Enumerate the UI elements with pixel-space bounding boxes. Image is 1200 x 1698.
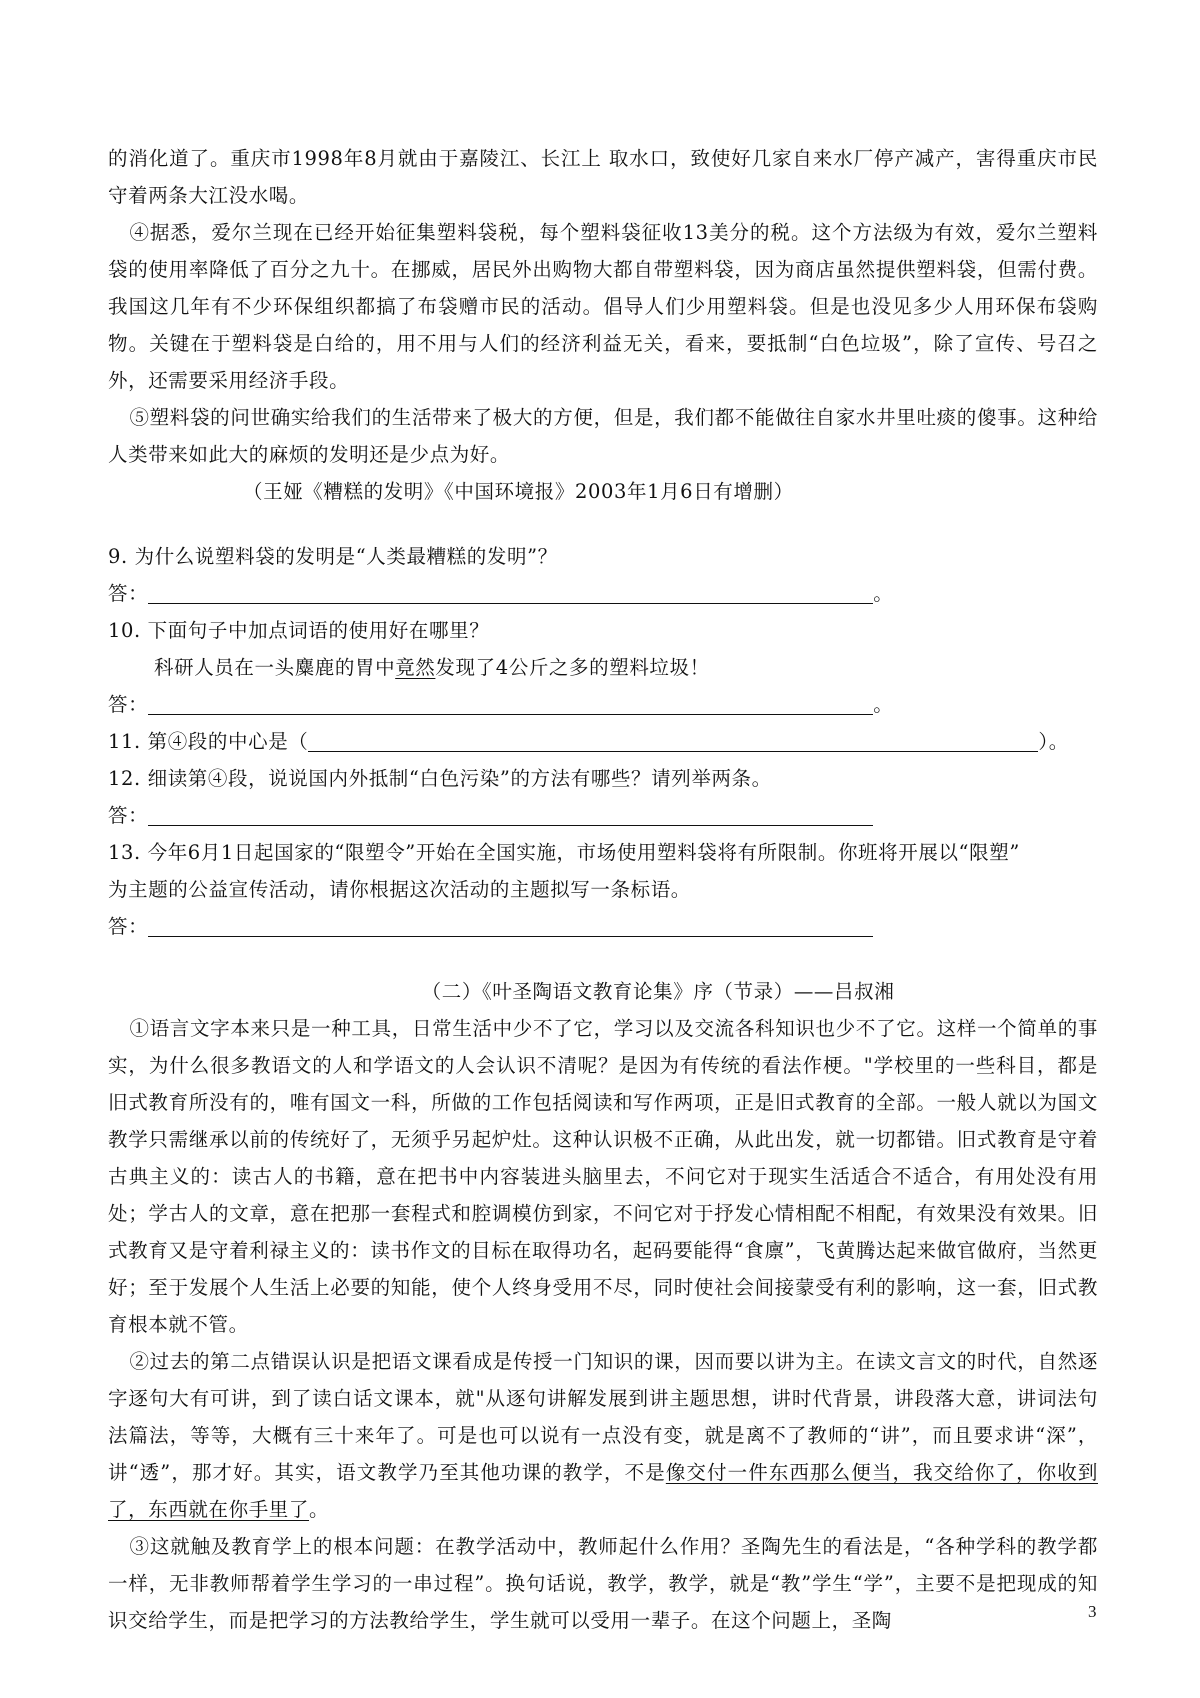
answer-period: 。 <box>873 582 894 605</box>
answer-blank[interactable] <box>148 914 873 937</box>
underlined-sentence: 像交付一件东西那么便当，我交给你了，你收到了，东西就在你手里了 <box>108 1461 1098 1521</box>
answer-blank[interactable] <box>148 692 873 715</box>
answer-line-q9 <box>108 575 1098 612</box>
question-11 <box>108 723 1098 760</box>
spacer <box>108 510 1098 538</box>
spacer <box>108 945 1098 973</box>
paragraph-2-end: 。 <box>309 1498 330 1521</box>
answer-line-q12 <box>108 797 1098 834</box>
dotted-word: 竟然 <box>395 656 436 679</box>
passage2-title: （二）《叶圣陶语文教育论集》序（节录）——吕叔湘 <box>421 980 895 1003</box>
passage1-paragraph-continued: 的消化道了。重庆市1998年8月就由于嘉陵江、长江上 取水口，致使好几家自来水厂停产减产，害得重庆市民守着两条大江没水喝。 <box>108 147 1098 207</box>
answer-label: 答： <box>108 804 149 827</box>
answer-label: 答： <box>108 915 149 938</box>
question-10-example <box>108 649 1098 686</box>
question-11-suffix: ）。 <box>1038 730 1069 753</box>
page-number: 3 <box>1088 1602 1097 1621</box>
answer-blank[interactable] <box>148 803 873 826</box>
answer-label: 答： <box>108 693 149 716</box>
paragraph-2-text: ②过去的第二点错误认识是把语文课看成是传授一门知识的课，因而要以讲为主。在读文言文的时代，自然逐字逐句大有可讲，到了读白话文课本，就"从逐句讲解发展到讲主题思想，讲时代背景，讲段落大意，讲词法句法篇法，等等，大概有三十来年了。可是也可以说有一点没有变，就是离不了教师的“讲”，而且要求讲“深”，讲“透”，那才好。其实，语文教学乃至其他功课的教学，不是 <box>108 1350 1098 1484</box>
question-9: 9. 为什么说塑料袋的发明是“人类最糟糕的发明”？ <box>108 545 558 568</box>
passage1-paragraph-4: ④据悉，爱尔兰现在已经开始征集塑料袋税，每个塑料袋征收13美分的税。这个方法级为有效，爱尔兰塑料袋的使用率降低了百分之九十。在挪威，居民外出购物大都自带塑料袋，因为商店虽然提供塑料袋，但需付费。我国这几年有不少环保组织都搞了布袋赠市民的活动。倡导人们少用塑料袋。但是也没见多少人用环保布袋购物。关键在于塑料袋是白给的，用不用与人们的经济利益无关，看来，要抵制“白色垃圾”，除了宣传、号召之外，还需要采用经济手段。 <box>108 221 1098 392</box>
question-13-line-2: 为主题的公益宣传活动，请你根据这次活动的主题拟写一条标语。 <box>108 878 691 901</box>
example-text-before: 科研人员在一头麋鹿的胃中 <box>154 656 396 679</box>
passage2-paragraph-2 <box>108 1343 1098 1528</box>
answer-line-q10 <box>108 686 1098 723</box>
passage2-paragraph-1: ①语言文字本来只是一种工具，日常生活中少不了它，学习以及交流各科知识也少不了它。这样一个简单的事实，为什么很多教语文的人和学语文的人会认识不清呢？是因为有传统的看法作梗。"学校里的一些科目，都是旧式教育所没有的，唯有国文一科，所做的工作包括阅读和写作两项，正是旧式教育的全部。一般人就以为国文教学只需继承以前的传统好了，无须乎另起炉灶。这种认识极不正确，从此出发，就一切都错。旧式教育是守着古典主义的：读古人的书籍，意在把书中内容装进头脑里去，不问它对于现实生活适合不适合，有用处没有用处；学古人的文章，意在把那一套程式和腔调模仿到家，不问它对于抒发心情相配不相配，有效果没有效果。旧式教育又是守着利禄主义的：读书作文的目标在取得功名，起码要能得“食廪”，飞黄腾达起来做官做府，当然更好；至于发展个人生活上必要的知能，使个人终身受用不尽，同时使社会间接蒙受有利的影响，这一套，旧式教育根本就不管。 <box>108 1017 1098 1336</box>
example-text-after: 发现了4公斤之多的塑料垃圾！ <box>435 656 710 679</box>
passage1-paragraph-5: ⑤塑料袋的问世确实给我们的生活带来了极大的方便，但是，我们都不能做往自家水井里吐痰的傻事。这种给人类带来如此大的麻烦的发明还是少点为好。 <box>108 406 1098 466</box>
answer-period: 。 <box>873 693 894 716</box>
answer-blank[interactable] <box>308 729 1038 752</box>
question-11-prefix: 11. 第④段的中心是（ <box>108 730 309 753</box>
page-content <box>108 140 1098 1639</box>
passage1-source: （王娅《糟糕的发明》《中国环境报》2003年1月6日有增删） <box>243 480 794 503</box>
passage2-paragraph-3: ③这就触及教育学上的根本问题：在教学活动中，教师起什么作用？圣陶先生的看法是，“各种学科的教学都一样，无非教师帮着学生学习的一串过程”。换句话说，教学，教学，就是“教”学生“学”，主要不是把现成的知识交给学生，而是把学习的方法教给学生，学生就可以受用一辈子。在这个问题上，圣陶 <box>108 1535 1098 1632</box>
answer-line-q13 <box>108 908 1098 945</box>
question-10: 10. 下面句子中加点词语的使用好在哪里？ <box>108 619 490 642</box>
question-13-line-1: 13. 今年6月1日起国家的“限塑令”开始在全国实施，市场使用塑料袋将有所限制。你班将开展以“限塑” <box>108 841 1020 864</box>
answer-blank[interactable] <box>148 581 873 604</box>
answer-label: 答： <box>108 582 149 605</box>
question-12: 12. 细读第④段，说说国内外抵制“白色污染”的方法有哪些？请列举两条。 <box>108 767 772 790</box>
